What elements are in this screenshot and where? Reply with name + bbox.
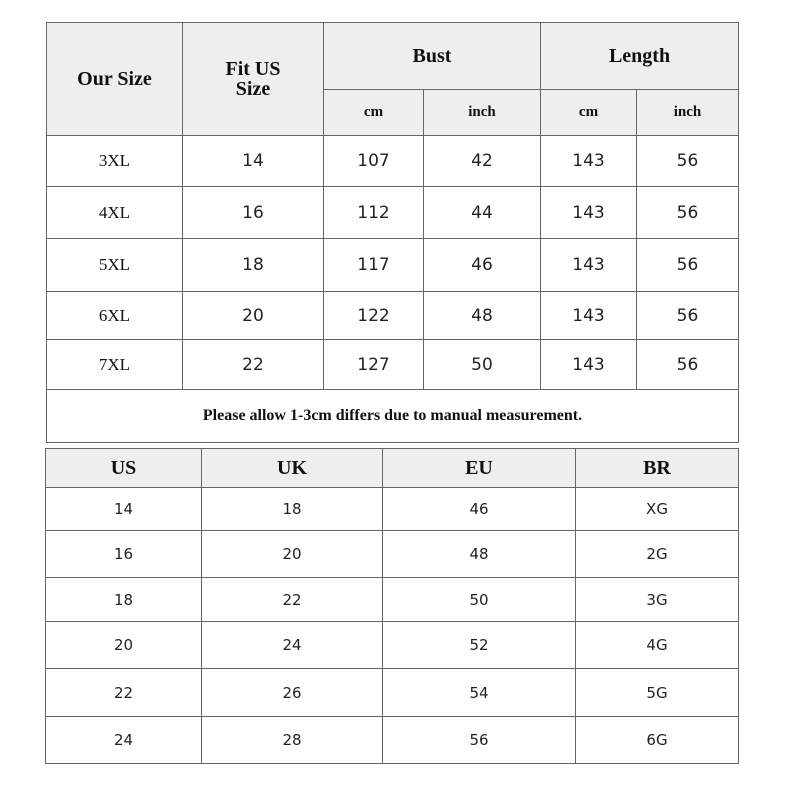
- bust-inch-cell: 48: [424, 292, 541, 340]
- table-row: [47, 340, 739, 390]
- table-row: [47, 239, 739, 292]
- header-eu: EU: [383, 449, 576, 488]
- header-length-cm: cm: [541, 90, 637, 136]
- fit-us-size-cell: 22: [183, 340, 324, 390]
- fit-us-size-cell: 20: [183, 292, 324, 340]
- uk-cell: 18: [202, 488, 383, 531]
- header-bust-cm: cm: [324, 90, 424, 136]
- eu-cell: 50: [383, 578, 576, 622]
- header-us: US: [46, 449, 202, 488]
- uk-cell: 28: [202, 717, 383, 764]
- table-row: [46, 622, 739, 669]
- eu-cell: 46: [383, 488, 576, 531]
- table-row: [47, 136, 739, 187]
- size-chart-table: [46, 22, 739, 443]
- length-cm-cell: 143: [541, 340, 637, 390]
- uk-cell: 26: [202, 669, 383, 717]
- us-cell: 18: [46, 578, 202, 622]
- table-row: [47, 292, 739, 340]
- eu-cell: 52: [383, 622, 576, 669]
- bust-cm-cell: 127: [324, 340, 424, 390]
- uk-cell: 24: [202, 622, 383, 669]
- length-cm-cell: 143: [541, 136, 637, 187]
- header-bust-inch: inch: [424, 90, 541, 136]
- header-fit-us-size: Fit US Size: [183, 23, 324, 136]
- br-cell: 5G: [576, 669, 739, 717]
- length-cm-cell: 143: [541, 292, 637, 340]
- us-cell: 22: [46, 669, 202, 717]
- length-inch-cell: 56: [637, 340, 739, 390]
- br-cell: 2G: [576, 531, 739, 578]
- header-br: BR: [576, 449, 739, 488]
- our-size-cell: 5XL: [47, 239, 183, 292]
- our-size-cell: 3XL: [47, 136, 183, 187]
- length-inch-cell: 56: [637, 292, 739, 340]
- fit-us-size-cell: 18: [183, 239, 324, 292]
- bust-cm-cell: 117: [324, 239, 424, 292]
- our-size-cell: 4XL: [47, 187, 183, 239]
- eu-cell: 54: [383, 669, 576, 717]
- table-row: [47, 187, 739, 239]
- us-cell: 24: [46, 717, 202, 764]
- us-cell: 14: [46, 488, 202, 531]
- table-row: [46, 531, 739, 578]
- br-cell: 4G: [576, 622, 739, 669]
- length-cm-cell: 143: [541, 239, 637, 292]
- header-our-size: Our Size: [47, 23, 183, 136]
- length-inch-cell: 56: [637, 136, 739, 187]
- bust-inch-cell: 46: [424, 239, 541, 292]
- our-size-cell: 6XL: [47, 292, 183, 340]
- bust-cm-cell: 107: [324, 136, 424, 187]
- header-length-inch: inch: [637, 90, 739, 136]
- bust-inch-cell: 50: [424, 340, 541, 390]
- br-cell: 6G: [576, 717, 739, 764]
- bust-inch-cell: 44: [424, 187, 541, 239]
- fit-us-size-cell: 16: [183, 187, 324, 239]
- table-row: [46, 669, 739, 717]
- measurement-note: Please allow 1-3cm differs due to manual measurement.: [47, 390, 739, 443]
- uk-cell: 22: [202, 578, 383, 622]
- length-inch-cell: 56: [637, 239, 739, 292]
- header-length: Length: [541, 23, 739, 90]
- bust-cm-cell: 122: [324, 292, 424, 340]
- us-cell: 20: [46, 622, 202, 669]
- table-row: [46, 578, 739, 622]
- eu-cell: 56: [383, 717, 576, 764]
- header-bust: Bust: [324, 23, 541, 90]
- br-cell: XG: [576, 488, 739, 531]
- us-cell: 16: [46, 531, 202, 578]
- our-size-cell: 7XL: [47, 340, 183, 390]
- length-inch-cell: 56: [637, 187, 739, 239]
- length-cm-cell: 143: [541, 187, 637, 239]
- br-cell: 3G: [576, 578, 739, 622]
- size-conversion-table: [45, 448, 739, 764]
- fit-us-size-cell: 14: [183, 136, 324, 187]
- uk-cell: 20: [202, 531, 383, 578]
- eu-cell: 48: [383, 531, 576, 578]
- header-uk: UK: [202, 449, 383, 488]
- bust-cm-cell: 112: [324, 187, 424, 239]
- table-row: [46, 488, 739, 531]
- table-row: [46, 717, 739, 764]
- bust-inch-cell: 42: [424, 136, 541, 187]
